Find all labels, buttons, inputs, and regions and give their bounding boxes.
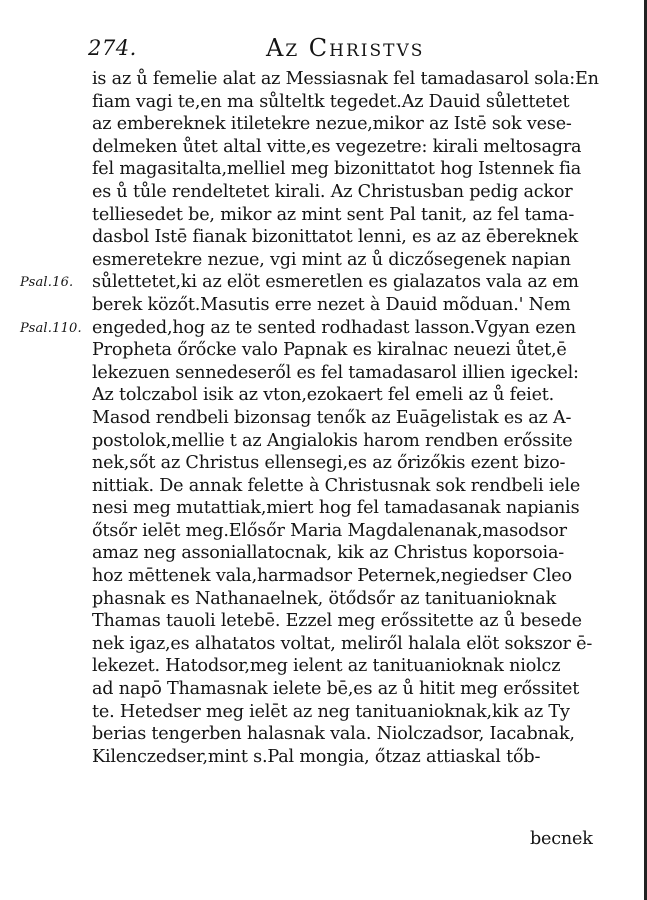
text-line: sůlettetet,ki az elöt esmeretlen es gialazatos vala az em [92,272,579,293]
text-line: lekezuen sennedeseről es fel tamadasarol illien igeckel: [92,362,579,383]
page-number: 274. [88,36,137,60]
text-line: Masod rendbeli bizonsag tenők az Euāgelistak es az A- [92,407,572,428]
text-line: őtsőr ielēt meg.Elősőr Maria Magdalenanak,masodsor [92,520,567,541]
text-line: lekezet. Hatodsor,meg ielent az tanituanioknak niolcz [92,656,561,677]
text-line: Propheta őrőcke valo Papnak es kiralnac neuezi ůtet,ē [92,340,567,361]
text-line: is az ů femelie alat az Messiasnak fel tamadasarol sola:En [92,69,599,89]
text-line: postolok,mellie t az Angialokis harom rendben erőssite [92,430,573,451]
text-line: ad napō Thamasnak ielete bē,es az ů hitit meg erőssitet [92,679,580,700]
page-header [88,36,628,64]
running-title: Az Christvs [266,34,425,62]
text-line: te. Hetedser meg ielēt az neg tanituanioknak,kik az Ty [92,701,570,722]
text-line: fel magasitalta,melliel meg bizonittatot hog Istennek fia [92,159,582,180]
text-line: Az tolczabol isik az vton,ezokaert fel emeli az ů feiet. [92,385,555,406]
catchword: becnek [530,829,593,849]
text-line: Thamas tauoli letebē. Ezzel meg erőssitette az ů besede [92,611,582,632]
text-line: nek igaz,es alhatatos voltat, meliről halala elöt sokszor ē- [92,633,593,654]
text-line: nek,sőt az Christus ellensegi,es az őrizőkis ezent bizo- [92,453,566,474]
text-line: fiam vagi te,en ma sůlteltk tegedet.Az Dauid sůlettetet [92,91,570,112]
text-line: dasbol Istē fianak bizonittatot lenni, es az az ēbereknek [92,227,579,248]
text-line: nittiak. De annak felette à Christusnak sok rendbeli iele [92,475,581,496]
text-line: az embereknek itiletekre nezue,mikor az Istē sok vese- [92,114,572,135]
margin-note: Psal.110. [20,320,82,336]
text-line: delmeken ůtet altal vitte,es vegezetre: kirali meltosagra [92,136,582,157]
body-text [92,68,626,768]
text-line: Kilenczedser,mint s.Pal mongia, őtzaz attiaskal tőb- [92,746,541,767]
text-line: engeded,hog az te sented rodhadast lasson.Vgyan ezen [92,317,576,338]
text-line: amaz neg assoniallatocnak, kik az Christus koporsoia- [92,543,565,564]
text-line: telliesedet be, mikor az mint sent Pal tanit, az fel tama- [92,204,575,225]
text-line: es ů tůle rendeltetet kirali. Az Christusban pedig ackor [92,181,573,202]
text-line: phasnak es Nathanaelnek, ötődsőr az tanituanioknak [92,588,557,609]
margin-note: Psal.16. [20,275,74,291]
text-line: hoz mēttenek vala,harmadsor Peternek,negiedser Cleo [92,566,572,587]
text-line: nesi meg mutattiak,miert hog fel tamadasanak napianis [92,498,580,519]
text-line: esmeretekre nezue, vgi mint az ů diczősegenek napian [92,249,571,270]
text-line: berek közőt.Masutis erre nezet à Dauid mõduan.' Nem [92,294,571,315]
text-line: berias tengerben halasnak vala. Niolczadsor, Iacabnak, [92,724,575,745]
